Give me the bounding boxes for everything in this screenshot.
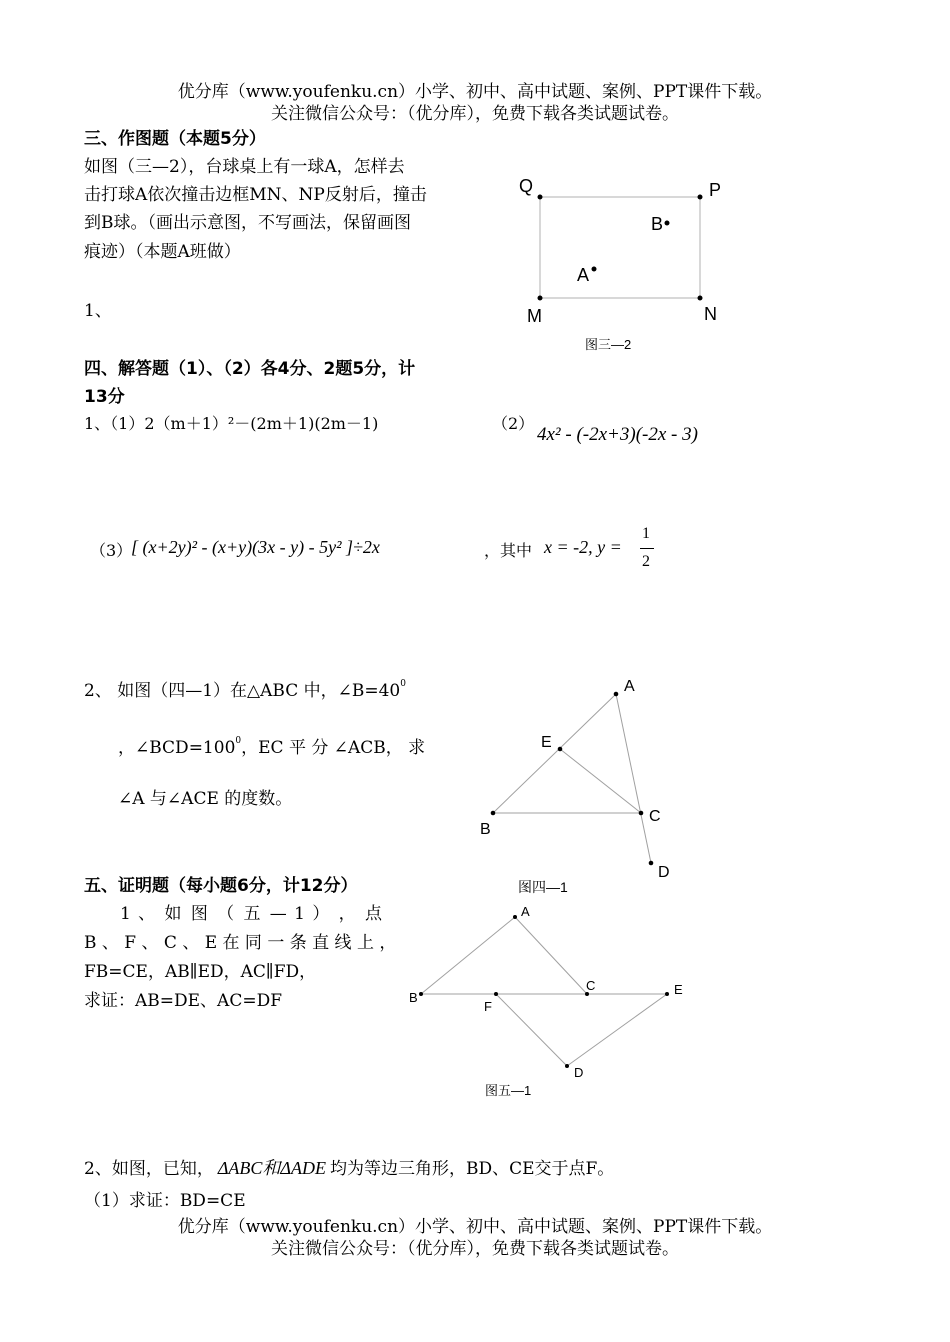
segment-ab [421,917,515,994]
figure-4-1-caption: 图四—1 [518,879,568,895]
point-b [419,992,423,996]
point-a [513,915,517,919]
segment-ad [616,694,651,863]
figure-3-2-caption: 图三—2 [585,337,632,352]
point-e [558,747,563,752]
point-b [491,811,496,816]
section-3-text-line-4: 痕迹）（本题A班做） [84,242,241,262]
segment-fd [496,994,567,1066]
section-3-title: 三、作图题（本题5分） [84,129,266,149]
label-p: P [709,180,722,200]
point-d [565,1064,569,1068]
label-b: B [480,821,491,838]
fraction-denominator: 2 [642,553,650,570]
label-f: F [484,999,492,1014]
footer-line-2: 关注微信公众号：（优分库），免费下载各类试题试卷。 [271,1239,679,1259]
section-3-item-1: 1、 [84,301,112,321]
billiard-table-rect [540,197,700,298]
degree-mark-1: 0 [400,679,406,689]
fraction-numerator: 1 [642,525,650,542]
figure-4-1 [470,670,670,900]
question-5-2-lead: 2、如图，已知， [84,1159,214,1179]
header-line-2: 关注微信公众号：（优分库），免费下载各类试题试卷。 [271,104,679,124]
question-5-2-line-1 [84,1154,614,1180]
segment-ac [515,917,587,994]
label-d: D [574,1065,584,1080]
point-m [538,296,543,301]
question-5-1-line-4: 求证：AB=DE、AC=DF [84,991,283,1011]
question-4-1-3-label: （3） [90,541,133,560]
question-5-1-line-3: FB=CE，AB∥ED，AC∥FD， [84,962,317,982]
figure-5-1 [400,900,700,1105]
header-line-1: 优分库（www.youfenku.cn）小学、初中、高中试题、案例、PPT课件下载。 [177,82,773,102]
point-q [538,195,543,200]
question-5-2-sub-1: （1）求证：BD=CE [84,1191,246,1211]
label-b: B [651,214,664,234]
label-a: A [521,904,530,919]
label-c: C [649,808,661,825]
question-4-2-line-2a: ，∠BCD=100 [118,738,236,758]
segment-ab [493,694,616,813]
label-m: M [527,306,542,326]
ball-b [665,221,670,226]
segment-ed [567,994,667,1066]
section-4-title-line-1: 四、解答题（1）、（2）各4分、2题5分，计 [84,359,416,379]
point-a [614,692,619,697]
label-e: E [541,734,552,751]
section-3-text-line-3: 到B球。（画出示意图，不写画法，保留画图 [84,213,411,233]
section-5-title: 五、证明题（每小题6分，计12分） [84,876,358,896]
label-b: B [409,990,418,1005]
question-4-1-2-expression: 4x² - (-2x+3)(-2x - 3) [537,424,698,445]
point-d [649,861,654,866]
question-5-2-rest: 均为等边三角形，BD、CE交于点F。 [329,1159,615,1179]
section-3-text-line-1: 如图（三—2），台球桌上有一球A，怎样去 [84,157,405,177]
point-c [639,811,644,816]
question-4-2-line-2b: ，EC 平 分 ∠ACB， 求 [241,738,426,758]
point-f [494,992,498,996]
figure-5-1-caption: 图五—1 [485,1083,532,1098]
fraction-bar [640,548,654,549]
label-e: E [674,982,683,997]
ball-a [592,267,597,272]
question-4-1-3-expression: [ (x+2y)² - (x+y)(3x - y) - 5y² ]÷2x [131,537,380,557]
question-4-1-1: 1、（1）2（m＋1）²－(2m＋1)(2m－1) [84,414,379,433]
degree-mark-2: 0 [235,736,242,746]
footer-line-1: 优分库（www.youfenku.cn）小学、初中、高中试题、案例、PPT课件下载。 [177,1217,773,1237]
section-4-title-line-2: 13分 [84,387,125,407]
label-d: D [658,864,670,881]
question-4-2-line-1 [84,676,406,701]
question-4-2-line-2 [118,733,425,758]
question-5-2-triangles: ΔABC和ΔADE [217,1158,326,1178]
question-5-1-line-2: B 、 F 、 C 、 E 在 同 一 条 直 线 上 ， [84,933,397,953]
question-4-1-2-label: （2） [492,414,535,433]
question-4-1-3-where: ，其中 [484,541,533,560]
question-4-2-line-1-text: 2、 如图（四—1）在△ABC 中，∠B=40 [84,681,401,701]
label-q: Q [519,176,534,196]
figure-3-2 [500,170,740,360]
question-4-2-line-3: ∠A 与∠ACE 的度数。 [118,789,293,809]
point-n [698,296,703,301]
section-3-text-line-2: 击打球A依次撞击边框MN、NP反射后，撞击 [84,185,427,205]
segment-ec [560,749,641,813]
question-5-1-line-1: 1 、 如 图 （ 五 — 1 ） ， 点 [120,904,382,924]
question-4-1-3-condition: x = -2, y = [544,537,622,557]
point-e [665,992,669,996]
point-p [698,195,703,200]
label-a: A [624,678,635,695]
label-c: C [586,978,596,993]
label-a: A [577,265,590,285]
label-n: N [704,304,717,324]
